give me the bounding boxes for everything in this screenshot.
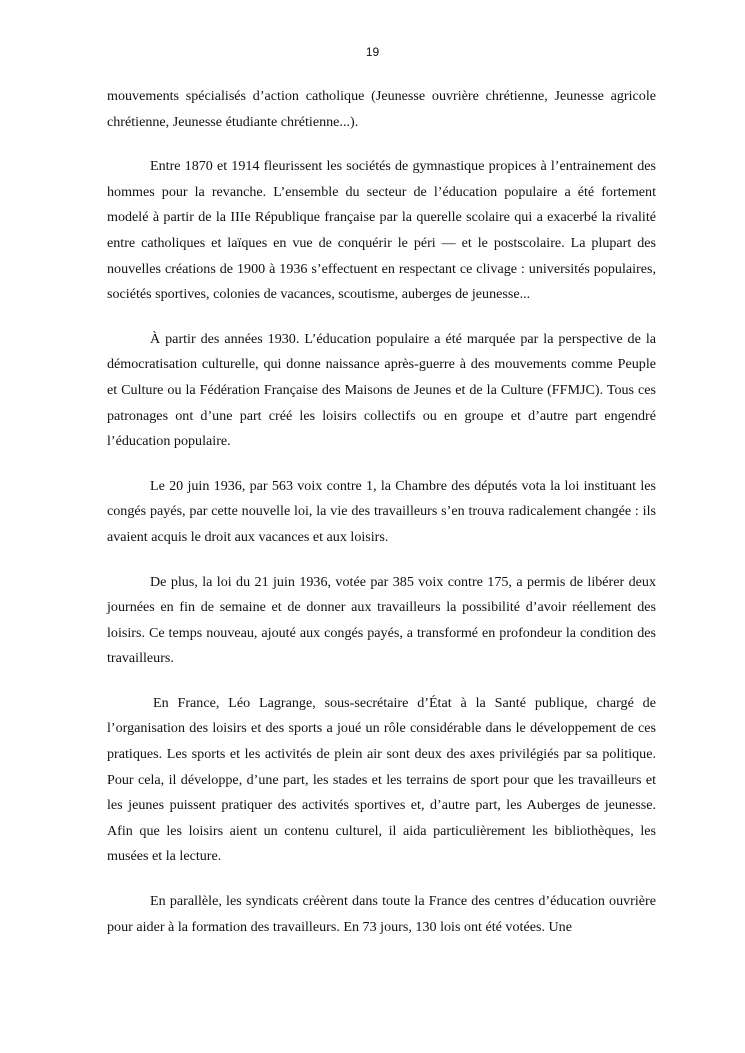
paragraph-continuation: mouvements spécialisés d’action catholique (Jeunesse ouvrière chrétienne, Jeunesse agricole chrétienne, Jeunesse étudiante chrétienne...). bbox=[107, 88, 656, 130]
paragraph-democratisation: À partir des années 1930. L’éducation populaire a été marquée par la perspective de la démocratisation culturelle, qui donne naissance après-guerre à des mouvements comme Peuple et Culture ou la Fédération Française des Maisons de Jeunes et de la Culture (FFMJC). Tous ces patronages ont d’une part créé les loisirs collectifs ou en groupe et d’autre part engendré l’éducation populaire. bbox=[107, 330, 656, 450]
body-text bbox=[107, 84, 656, 959]
paragraph-syndicats: En parallèle, les syndicats créèrent dans toute la France des centres d’éducation ouvrière pour aider à la formation des travailleurs. En 73 jours, 130 lois ont été votées. Une bbox=[107, 893, 656, 935]
paragraph-leo-lagrange: En France, Léo Lagrange, sous-secrétaire d’État à la Santé publique, chargé de l’organisation des loisirs et des sports a joué un rôle considérable dans le développement de ces pratiques. Les sports et les activités de plein air sont deux des axes privilégiés par sa politique. Pour cela, il développe, d’une part, les stades et les terrains de sport pour que les travailleurs et les jeunes puissent pratiquer des activités sportives et, d’autre part, les Auberges de jeunesse. Afin que les loisirs aient un contenu culturel, il aida particulièrement les bibliothèques, les musées et la lecture. bbox=[107, 694, 656, 865]
paragraph-gymnastique: Entre 1870 et 1914 fleurissent les sociétés de gymnastique propices à l’entrainement des hommes pour la revanche. L’ensemble du secteur de l’éducation populaire a été fortement modelé à partir de la IIIe République française par la querelle scolaire qui a exacerbé la rivalité entre catholiques et laïques en vue de conquérir le péri — et le postscolaire. La plupart des nouvelles créations de 1900 à 1936 s’effectuent en respectant ce clivage : universités populaires, sociétés sportives, colonies de vacances, scoutisme, auberges de jeunesse... bbox=[107, 158, 656, 303]
paragraph-loi-21-juin: De plus, la loi du 21 juin 1936, votée par 385 voix contre 175, a permis de libérer deux journées en fin de semaine et de donner aux travailleurs la possibilité d’avoir réellement des loisirs. Ce temps nouveau, ajouté aux congés payés, a transformé en profondeur la condition des travailleurs. bbox=[107, 573, 656, 667]
paragraph-conges-payes: Le 20 juin 1936, par 563 voix contre 1, la Chambre des députés vota la loi instituant les congés payés, par cette nouvelle loi, la vie des travailleurs s’en trouva radicalement changée : ils avaient acquis le droit aux vacances et aux loisirs. bbox=[107, 477, 656, 545]
page-number: 19 bbox=[365, 45, 380, 59]
